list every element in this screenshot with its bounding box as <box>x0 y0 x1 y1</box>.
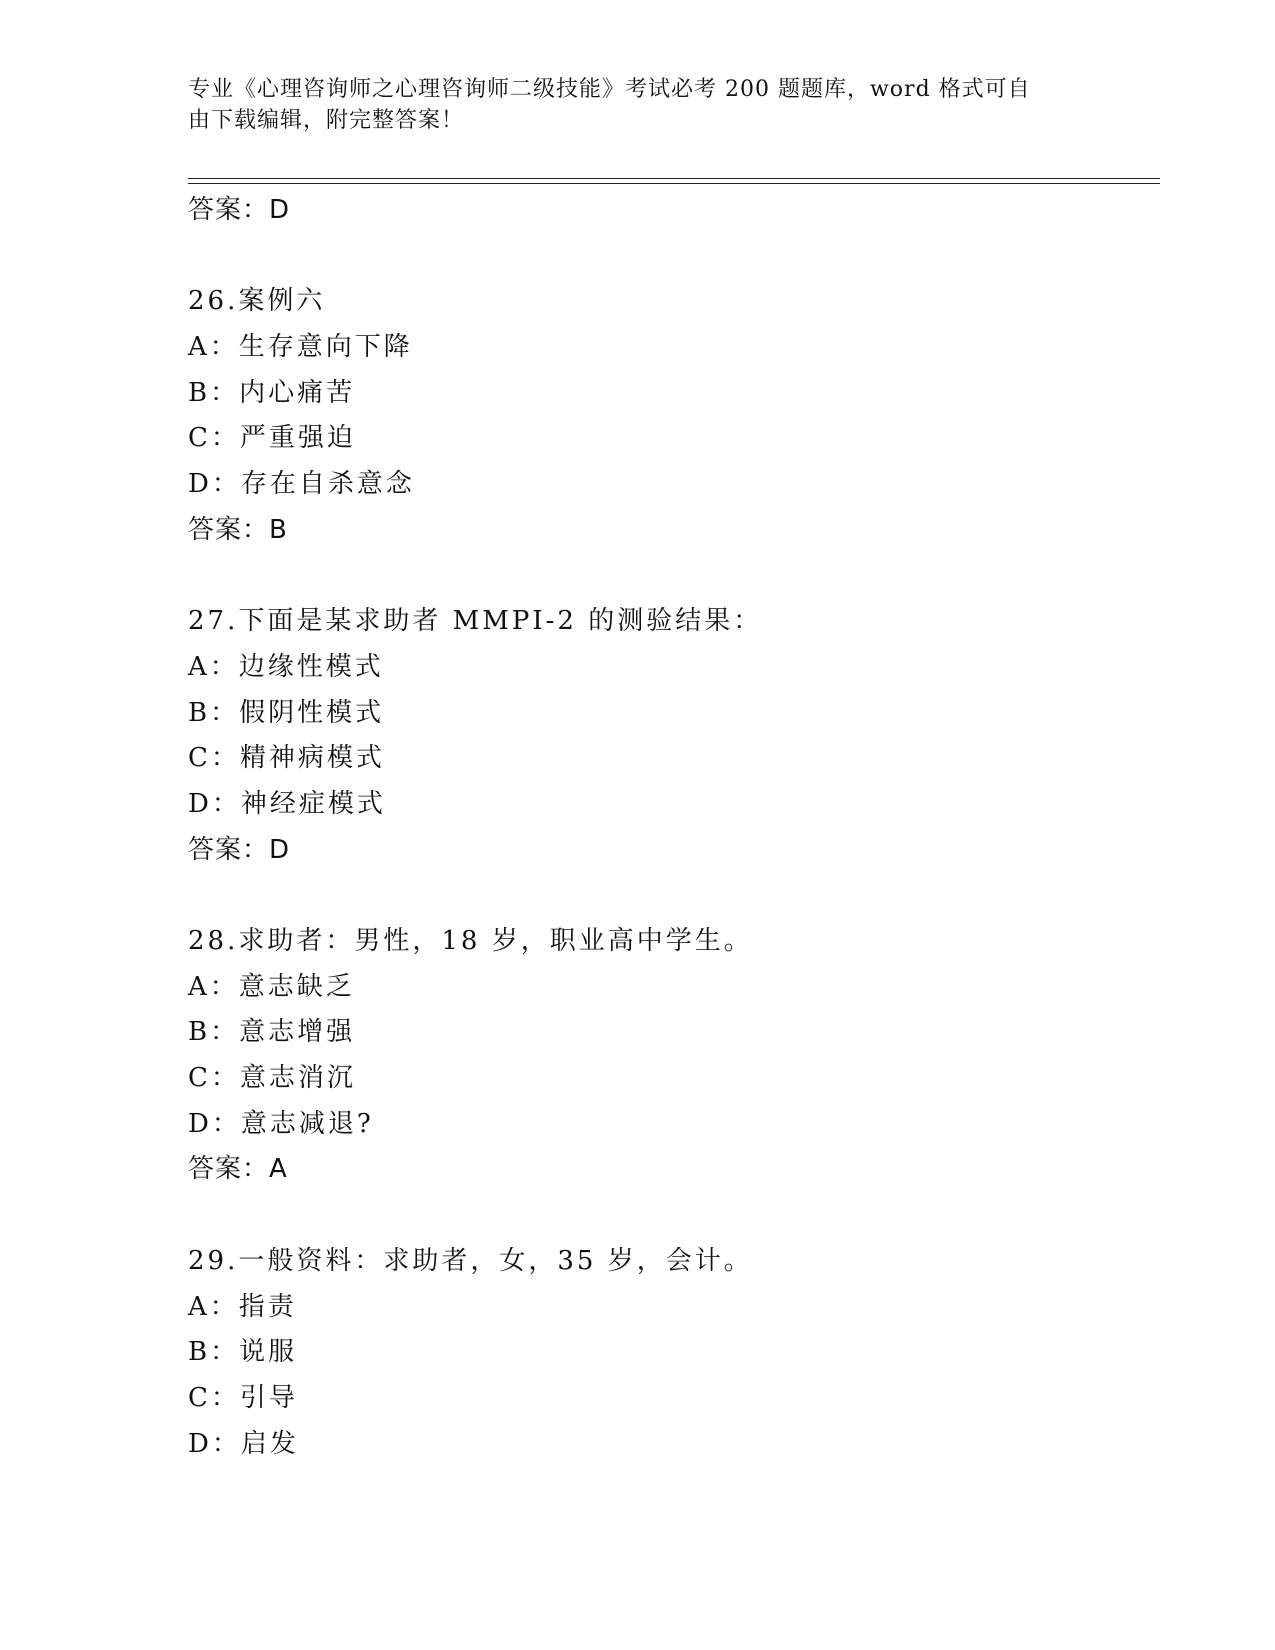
option-a: A：边缘性模式 <box>188 651 384 682</box>
question-27 <box>188 599 1148 873</box>
answer-line: 答案：B <box>188 514 288 545</box>
question-title: 26.案例六 <box>188 286 326 317</box>
question-title: 28.求助者：男性，18 岁，职业高中学生。 <box>188 926 753 956</box>
header-rule-bottom <box>188 183 1160 184</box>
option-c: C：严重强迫 <box>188 423 356 454</box>
option-d: D：存在自杀意念 <box>188 469 415 500</box>
question-29 <box>188 1239 1148 1467</box>
question-title: 27.下面是某求助者 MMPI-2 的测验结果： <box>188 606 763 637</box>
option-c: C：意志消沉 <box>188 1063 356 1094</box>
question-title: 29.一般资料：求助者，女，35 岁，会计。 <box>188 1245 753 1276</box>
option-a: A：指责 <box>188 1291 297 1322</box>
option-b: B：意志增强 <box>188 1017 356 1048</box>
option-b: B：说服 <box>188 1337 298 1368</box>
option-b: B：假阴性模式 <box>188 697 385 728</box>
header-line-1: 专业《心理咨询师之心理咨询师二级技能》考试必考 200 题题库，word 格式可自 <box>188 77 1031 102</box>
answer-line: 答案：A <box>188 1154 288 1185</box>
option-b: B：内心痛苦 <box>188 377 356 408</box>
question-28 <box>188 919 1148 1193</box>
option-c: C：引导 <box>188 1382 298 1413</box>
answer-line: 答案：D <box>188 195 291 225</box>
option-d: D：启发 <box>188 1428 299 1459</box>
document-header <box>188 74 1068 136</box>
question-list <box>188 188 1148 1467</box>
option-a: A：生存意向下降 <box>188 332 413 363</box>
header-line-2: 由下载编辑，附完整答案！ <box>188 108 465 133</box>
option-a: A：意志缺乏 <box>188 971 355 1002</box>
header-rule-top <box>188 178 1160 179</box>
answer-line: 答案：D <box>188 834 291 865</box>
option-d: D：意志减退? <box>188 1108 374 1139</box>
option-d: D：神经症模式 <box>188 788 386 819</box>
option-c: C：精神病模式 <box>188 743 385 774</box>
question-26 <box>188 279 1148 553</box>
